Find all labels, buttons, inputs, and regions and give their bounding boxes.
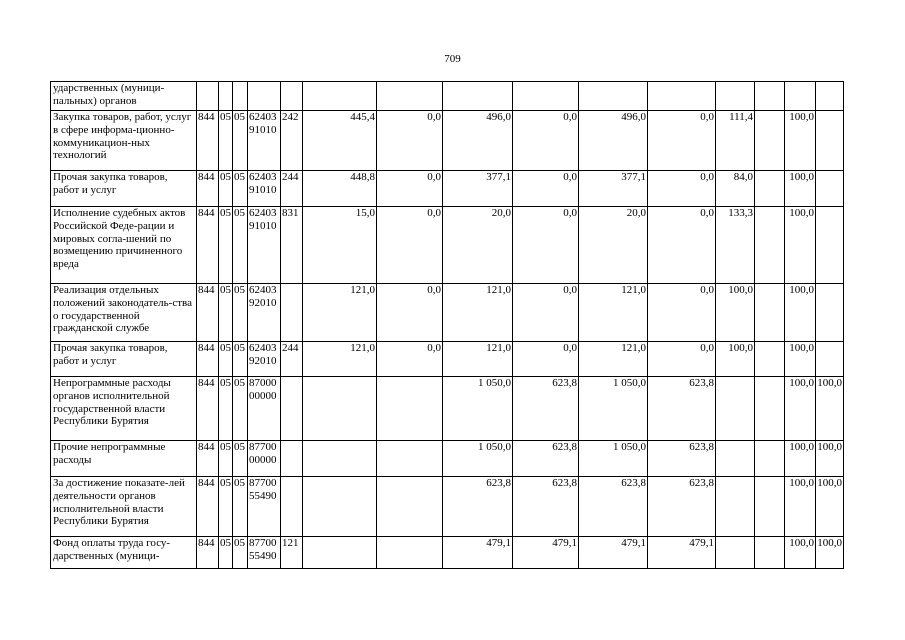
cell-value-5: 377,1 — [579, 171, 648, 207]
table-row — [51, 377, 844, 441]
cell-value-1: 121,0 — [303, 342, 377, 377]
cell-value-10: 100,0 — [816, 537, 844, 569]
cell-csr: 87000 00000 — [248, 377, 281, 441]
cell-value-3: 121,0 — [443, 284, 513, 342]
cell-value-2 — [377, 537, 443, 569]
cell-value-1 — [303, 377, 377, 441]
cell-value-2: 0,0 — [377, 207, 443, 284]
cell-value-3: 479,1 — [443, 537, 513, 569]
cell-value-10 — [816, 284, 844, 342]
cell-value-5: 623,8 — [579, 477, 648, 537]
cell-value-4 — [513, 82, 579, 111]
cell-name: Закупка товаров, работ, услуг в сфере информа-ционно-коммуникацион-ных технологий — [51, 111, 197, 171]
cell-name: За достижение показате-лей деятельности органов исполнительной власти Республики Бурятия — [51, 477, 197, 537]
cell-value-8 — [755, 284, 785, 342]
table-row — [51, 284, 844, 342]
cell-value-9: 100,0 — [785, 477, 816, 537]
cell-value-5: 479,1 — [579, 537, 648, 569]
cell-value-10: 100,0 — [816, 377, 844, 441]
cell-value-7: 100,0 — [716, 342, 755, 377]
cell-csr: 87700 55490 — [248, 537, 281, 569]
table-row — [51, 171, 844, 207]
cell-value-10 — [816, 171, 844, 207]
cell-name: ударственных (муници-пальных) органов — [51, 82, 197, 111]
cell-pr: 05 — [233, 477, 248, 537]
cell-ved: 844 — [197, 537, 219, 569]
cell-ved: 844 — [197, 377, 219, 441]
cell-rz — [219, 82, 233, 111]
cell-ved: 844 — [197, 284, 219, 342]
cell-value-3: 121,0 — [443, 342, 513, 377]
cell-value-6: 623,8 — [648, 377, 716, 441]
cell-value-6: 0,0 — [648, 171, 716, 207]
cell-value-10 — [816, 207, 844, 284]
cell-value-4: 623,8 — [513, 377, 579, 441]
cell-rz: 05 — [219, 342, 233, 377]
cell-value-2: 0,0 — [377, 171, 443, 207]
cell-value-1 — [303, 441, 377, 477]
table-row — [51, 82, 844, 111]
cell-value-8 — [755, 537, 785, 569]
cell-rz: 05 — [219, 171, 233, 207]
cell-value-7 — [716, 82, 755, 111]
cell-value-2: 0,0 — [377, 284, 443, 342]
cell-value-4: 623,8 — [513, 441, 579, 477]
cell-rz: 05 — [219, 284, 233, 342]
cell-value-7: 84,0 — [716, 171, 755, 207]
cell-ved: 844 — [197, 171, 219, 207]
cell-csr: 87700 00000 — [248, 441, 281, 477]
cell-csr: 62403 92010 — [248, 342, 281, 377]
cell-vr — [281, 82, 303, 111]
cell-value-3: 623,8 — [443, 477, 513, 537]
cell-pr: 05 — [233, 207, 248, 284]
cell-value-9: 100,0 — [785, 111, 816, 171]
cell-value-1: 121,0 — [303, 284, 377, 342]
cell-value-3: 1 050,0 — [443, 377, 513, 441]
cell-value-1 — [303, 82, 377, 111]
page-number: 709 — [444, 53, 461, 65]
cell-csr: 62403 91010 — [248, 111, 281, 171]
cell-value-9: 100,0 — [785, 284, 816, 342]
cell-pr: 05 — [233, 111, 248, 171]
cell-value-7 — [716, 377, 755, 441]
cell-value-10: 100,0 — [816, 441, 844, 477]
cell-value-10 — [816, 111, 844, 171]
cell-value-9: 100,0 — [785, 342, 816, 377]
cell-rz: 05 — [219, 537, 233, 569]
cell-pr: 05 — [233, 284, 248, 342]
cell-value-5: 496,0 — [579, 111, 648, 171]
budget-table — [50, 81, 844, 569]
cell-ved: 844 — [197, 477, 219, 537]
table-row — [51, 477, 844, 537]
cell-value-1 — [303, 477, 377, 537]
cell-value-9: 100,0 — [785, 441, 816, 477]
cell-vr — [281, 477, 303, 537]
cell-value-8 — [755, 342, 785, 377]
cell-value-8 — [755, 82, 785, 111]
cell-value-6 — [648, 82, 716, 111]
cell-value-7: 133,3 — [716, 207, 755, 284]
cell-value-6: 0,0 — [648, 342, 716, 377]
cell-value-4: 0,0 — [513, 284, 579, 342]
cell-csr: 62403 91010 — [248, 171, 281, 207]
cell-value-3 — [443, 82, 513, 111]
table-row — [51, 441, 844, 477]
cell-value-8 — [755, 377, 785, 441]
cell-vr — [281, 377, 303, 441]
cell-value-9 — [785, 82, 816, 111]
cell-value-10 — [816, 82, 844, 111]
cell-value-4: 0,0 — [513, 342, 579, 377]
cell-pr: 05 — [233, 377, 248, 441]
cell-name: Непрограммные расходы органов исполнительной государственной власти Республики Бурятия — [51, 377, 197, 441]
cell-vr: 244 — [281, 342, 303, 377]
cell-pr: 05 — [233, 171, 248, 207]
cell-value-2 — [377, 441, 443, 477]
cell-rz: 05 — [219, 477, 233, 537]
cell-name: Фонд оплаты труда госу-дарственных (муници- — [51, 537, 197, 569]
cell-pr: 05 — [233, 441, 248, 477]
cell-value-2: 0,0 — [377, 111, 443, 171]
cell-value-1: 445,4 — [303, 111, 377, 171]
cell-value-8 — [755, 477, 785, 537]
cell-ved: 844 — [197, 207, 219, 284]
cell-name: Прочая закупка товаров, работ и услуг — [51, 342, 197, 377]
cell-value-5: 1 050,0 — [579, 441, 648, 477]
cell-csr — [248, 82, 281, 111]
table-row — [51, 111, 844, 171]
cell-value-1: 15,0 — [303, 207, 377, 284]
cell-value-6: 0,0 — [648, 111, 716, 171]
cell-value-2 — [377, 82, 443, 111]
cell-value-1 — [303, 537, 377, 569]
cell-value-10 — [816, 342, 844, 377]
cell-rz: 05 — [219, 377, 233, 441]
cell-value-9: 100,0 — [785, 207, 816, 284]
cell-name: Реализация отдельных положений законодатель-ства о государственной гражданской службе — [51, 284, 197, 342]
cell-value-3: 1 050,0 — [443, 441, 513, 477]
cell-value-7 — [716, 441, 755, 477]
table-row — [51, 207, 844, 284]
cell-value-3: 377,1 — [443, 171, 513, 207]
cell-value-5: 121,0 — [579, 342, 648, 377]
cell-vr: 244 — [281, 171, 303, 207]
cell-value-8 — [755, 441, 785, 477]
table-row — [51, 342, 844, 377]
cell-rz: 05 — [219, 111, 233, 171]
cell-value-6: 623,8 — [648, 441, 716, 477]
cell-value-5: 121,0 — [579, 284, 648, 342]
cell-vr — [281, 441, 303, 477]
cell-value-9: 100,0 — [785, 377, 816, 441]
cell-csr: 62403 91010 — [248, 207, 281, 284]
cell-name: Исполнение судебных актов Российской Феде-рации и мировых согла-шений по возмещению причиненного вреда — [51, 207, 197, 284]
cell-value-7 — [716, 537, 755, 569]
cell-ved — [197, 82, 219, 111]
cell-value-8 — [755, 111, 785, 171]
cell-value-8 — [755, 207, 785, 284]
cell-value-4: 0,0 — [513, 171, 579, 207]
cell-rz: 05 — [219, 441, 233, 477]
cell-value-7: 100,0 — [716, 284, 755, 342]
cell-value-9: 100,0 — [785, 171, 816, 207]
cell-ved: 844 — [197, 441, 219, 477]
cell-vr: 242 — [281, 111, 303, 171]
cell-rz: 05 — [219, 207, 233, 284]
cell-value-7: 111,4 — [716, 111, 755, 171]
cell-value-5 — [579, 82, 648, 111]
cell-pr — [233, 82, 248, 111]
cell-pr: 05 — [233, 342, 248, 377]
cell-name: Прочие непрограммные расходы — [51, 441, 197, 477]
cell-value-1: 448,8 — [303, 171, 377, 207]
cell-value-4: 479,1 — [513, 537, 579, 569]
cell-value-3: 20,0 — [443, 207, 513, 284]
cell-vr — [281, 284, 303, 342]
cell-csr: 87700 55490 — [248, 477, 281, 537]
cell-value-5: 20,0 — [579, 207, 648, 284]
cell-value-6: 623,8 — [648, 477, 716, 537]
cell-value-4: 0,0 — [513, 207, 579, 284]
cell-value-6: 0,0 — [648, 284, 716, 342]
cell-value-9: 100,0 — [785, 537, 816, 569]
cell-value-7 — [716, 477, 755, 537]
cell-value-2 — [377, 377, 443, 441]
cell-value-2: 0,0 — [377, 342, 443, 377]
cell-pr: 05 — [233, 537, 248, 569]
table-row — [51, 537, 844, 569]
cell-value-6: 0,0 — [648, 207, 716, 284]
cell-value-3: 496,0 — [443, 111, 513, 171]
cell-value-4: 623,8 — [513, 477, 579, 537]
cell-value-5: 1 050,0 — [579, 377, 648, 441]
cell-vr: 831 — [281, 207, 303, 284]
cell-value-10: 100,0 — [816, 477, 844, 537]
cell-value-6: 479,1 — [648, 537, 716, 569]
cell-ved: 844 — [197, 111, 219, 171]
cell-value-8 — [755, 171, 785, 207]
cell-value-2 — [377, 477, 443, 537]
cell-vr: 121 — [281, 537, 303, 569]
cell-csr: 62403 92010 — [248, 284, 281, 342]
cell-value-4: 0,0 — [513, 111, 579, 171]
cell-ved: 844 — [197, 342, 219, 377]
cell-name: Прочая закупка товаров, работ и услуг — [51, 171, 197, 207]
